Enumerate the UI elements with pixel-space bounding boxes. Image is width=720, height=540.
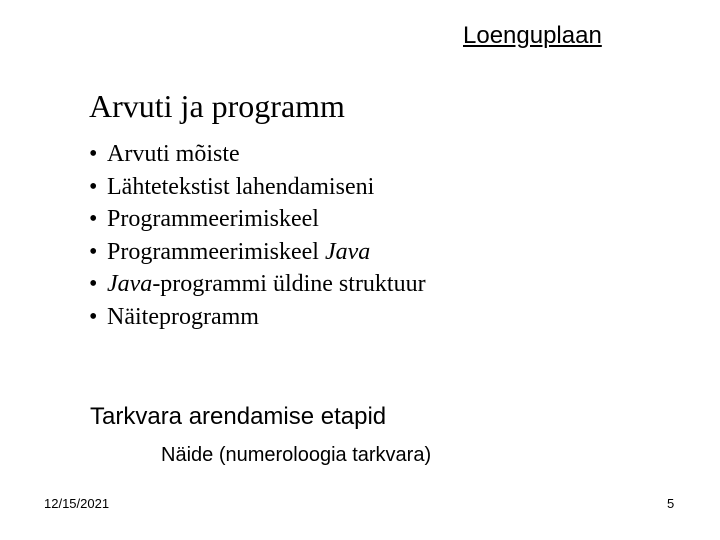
footer-date: 12/15/2021 bbox=[44, 496, 110, 511]
topic-list bbox=[89, 138, 426, 333]
topic-item: • Java-programmi üldine struktuur bbox=[89, 268, 426, 301]
bullet-icon: • bbox=[89, 238, 98, 265]
bullet-icon: • bbox=[89, 303, 98, 330]
topic-item: • Arvuti mõiste bbox=[89, 138, 426, 171]
lecture-plan-link[interactable]: Loenguplaan bbox=[463, 22, 602, 49]
topic-item: • Programmeerimiskeel Java bbox=[89, 236, 426, 269]
next-section-sub-item: Näide (numeroloogia tarkvara) bbox=[161, 444, 432, 466]
bullet-icon: • bbox=[89, 141, 98, 167]
topic-item: • Lähtetekstist lahendamiseni bbox=[89, 171, 426, 204]
bullet-icon: • bbox=[89, 206, 98, 232]
page-number: 5 bbox=[667, 496, 675, 511]
section-title: Arvuti ja programm bbox=[89, 88, 345, 124]
topic-item: • Programmeerimiskeel bbox=[89, 203, 426, 236]
bullet-icon: • bbox=[89, 271, 98, 297]
next-section-title: Tarkvara arendamise etapid bbox=[90, 403, 387, 430]
bullet-icon: • bbox=[89, 173, 98, 200]
topic-item: • Näiteprogramm bbox=[89, 301, 426, 334]
